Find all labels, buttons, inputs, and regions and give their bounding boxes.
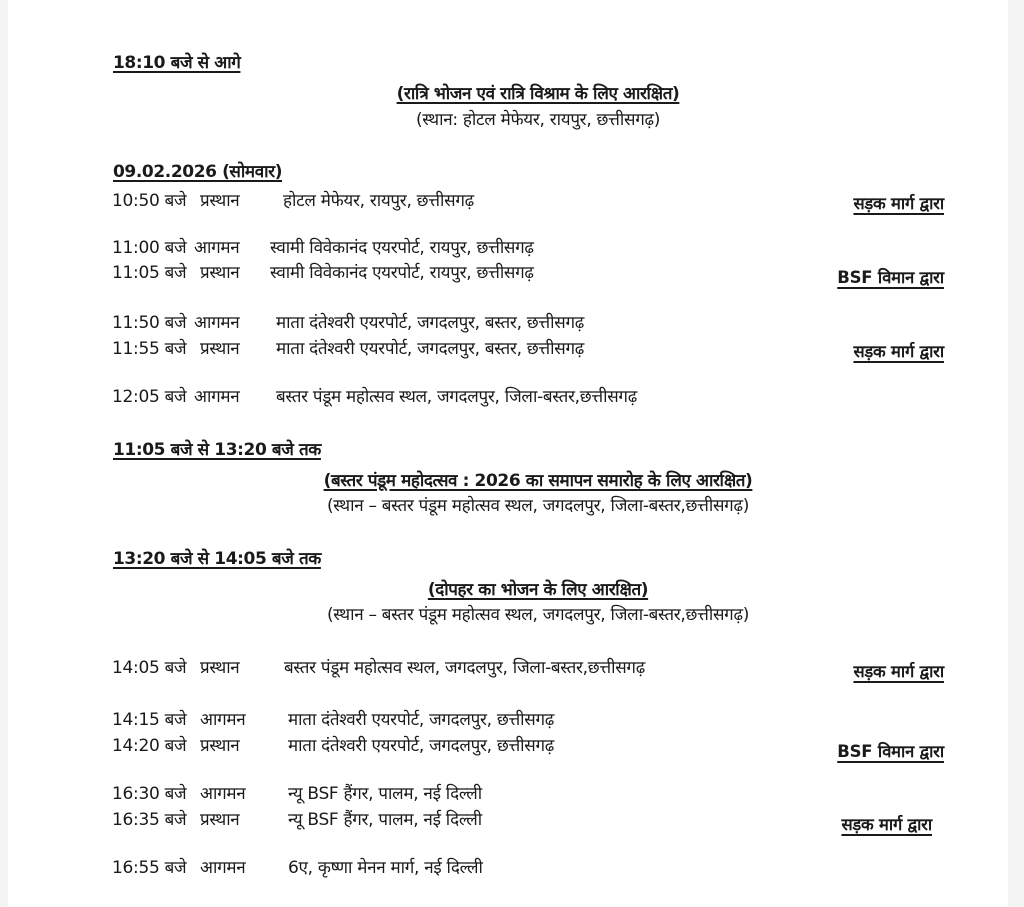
transport-mode: सड़क मार्ग द्वारा (853, 194, 944, 213)
row-action: आगमन (200, 784, 246, 804)
row-time: 16:55 बजे (112, 858, 187, 878)
section-heading-evening: 18:10 बजे से आगे (113, 53, 241, 73)
venue-note-lunch: (स्थान – बस्तर पंडूम महोत्सव स्थल, जगदलपुर, जिला-बस्तर,छत्तीसगढ़) (326, 605, 750, 625)
row-time: 14:15 बजे (112, 710, 187, 730)
transport-mode: BSF विमान द्वारा (837, 268, 944, 287)
row-time: 11:00 बजे (112, 238, 187, 258)
row-time: 14:05 बजे (112, 658, 187, 678)
row-place: 6ए, कृष्णा मेनन मार्ग, नई दिल्ली (288, 858, 483, 878)
row-action: प्रस्थान (200, 658, 240, 678)
row-action: आगमन (194, 313, 240, 333)
row-action: प्रस्थान (200, 736, 240, 756)
row-action: आगमन (194, 238, 240, 258)
transport-mode: सड़क मार्ग द्वारा (853, 342, 944, 361)
reserved-note-closing-ceremony: (बस्तर पंडूम महोदत्सव : 2026 का समापन समारोह के लिए आरक्षित) (323, 471, 753, 491)
row-place: बस्तर पंडूम महोत्सव स्थल, जगदलपुर, जिला-बस्तर,छत्तीसगढ़ (284, 658, 645, 678)
row-action: प्रस्थान (200, 339, 240, 359)
row-action: प्रस्थान (200, 810, 240, 830)
row-action: प्रस्थान (200, 263, 240, 283)
transport-mode: BSF विमान द्वारा (837, 742, 944, 761)
row-action: आगमन (194, 387, 240, 407)
row-time: 14:20 बजे (112, 736, 187, 756)
row-time: 16:35 बजे (112, 810, 187, 830)
row-time: 12:05 बजे (112, 387, 187, 407)
row-place: माता दंतेश्वरी एयरपोर्ट, जगदलपुर, बस्तर, छत्तीसगढ़ (276, 339, 584, 359)
transport-mode: सड़क मार्ग द्वारा (853, 662, 944, 681)
row-time: 11:50 बजे (112, 313, 187, 333)
row-time: 11:05 बजे (112, 263, 187, 283)
row-place: होटल मेफेयर, रायपुर, छत्तीसगढ़ (283, 191, 474, 211)
row-place: माता दंतेश्वरी एयरपोर्ट, जगदलपुर, छत्तीसगढ़ (288, 736, 555, 756)
row-place: माता दंतेश्वरी एयरपोर्ट, जगदलपुर, छत्तीसगढ़ (288, 710, 555, 730)
reserved-note-night: (रात्रि भोजन एवं रात्रि विश्राम के लिए आरक्षित) (396, 84, 680, 104)
row-action: आगमन (200, 710, 246, 730)
row-place: स्वामी विवेकानंद एयरपोर्ट, रायपुर, छत्तीसगढ़ (270, 238, 534, 258)
row-action: आगमन (200, 858, 246, 878)
row-time: 11:55 बजे (112, 339, 187, 359)
section-heading-closing-ceremony: 11:05 बजे से 13:20 बजे तक (113, 440, 321, 460)
row-place: स्वामी विवेकानंद एयरपोर्ट, रायपुर, छत्तीसगढ़ (270, 263, 534, 283)
section-heading-lunch: 13:20 बजे से 14:05 बजे तक (113, 549, 321, 569)
venue-note-festival-ground: (स्थान – बस्तर पंडूम महोत्सव स्थल, जगदलपुर, जिला-बस्तर,छत्तीसगढ़) (326, 496, 750, 516)
reserved-note-lunch: (दोपहर का भोजन के लिए आरक्षित) (427, 580, 649, 600)
row-place: बस्तर पंडूम महोत्सव स्थल, जगदलपुर, जिला-बस्तर,छत्तीसगढ़ (276, 387, 637, 407)
row-time: 16:30 बजे (112, 784, 187, 804)
venue-note-hotel: (स्थान: होटल मेफेयर, रायपुर, छत्तीसगढ़) (415, 110, 661, 130)
row-time: 10:50 बजे (112, 191, 187, 211)
row-action: प्रस्थान (200, 191, 240, 211)
row-place: न्यू BSF हैंगर, पालम, नई दिल्ली (288, 784, 482, 804)
row-place: माता दंतेश्वरी एयरपोर्ट, जगदलपुर, बस्तर, छत्तीसगढ़ (276, 313, 584, 333)
transport-mode: सड़क मार्ग द्वारा (841, 815, 932, 834)
row-place: न्यू BSF हैंगर, पालम, नई दिल्ली (288, 810, 482, 830)
date-heading: 09.02.2026 (सोमवार) (113, 162, 283, 182)
document-page (8, 0, 1008, 907)
